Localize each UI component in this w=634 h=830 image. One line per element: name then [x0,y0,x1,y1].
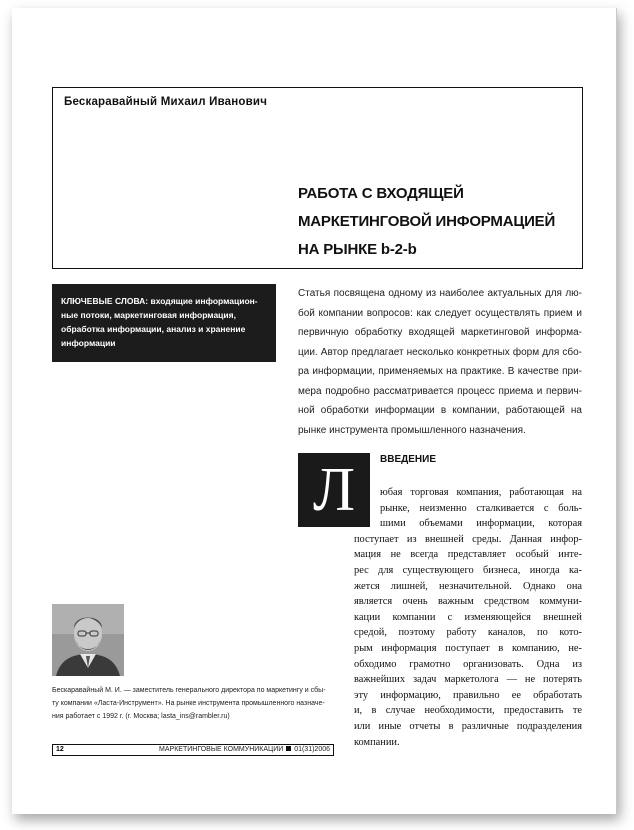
abstract [298,284,582,440]
section-heading: ВВЕДЕНИЕ [380,454,436,465]
abstract-line: бой компании вопросов: как следует осуществлять прием и [298,307,582,319]
keywords-line: информации [61,338,116,348]
body-line: жется лишней, незначительной. Однако она [354,580,582,592]
body-line: обходимо грамотно организовать. Одна из [354,658,582,670]
author-photo [52,604,124,676]
body-line: мация не всегда представляет особый инте- [354,549,582,561]
body-text [298,485,582,750]
body-line: является очень важным средством коммуни- [354,596,582,608]
journal-info [159,745,330,755]
body-line: кации компании с изменяющейся внешней [354,611,582,623]
keywords-line: КЛЮЧЕВЫЕ СЛОВА: входящие информацион- [61,296,258,306]
square-bullet-icon [286,746,291,751]
article-title [298,180,578,264]
abstract-line: ной обработки информации в компании, работающей на [298,405,582,416]
body-line: шими объемами информации, которая [380,518,582,530]
author-bio [52,684,338,723]
article-title-line: МАРКЕТИНГОВОЙ ИНФОРМАЦИЕЙ [298,213,556,230]
keywords-box [52,284,276,362]
article-title-line: РАБОТА С ВХОДЯЩЕЙ [298,185,464,202]
bio-line: Бескаравайный М. И. — заместитель генерального директора по маркетингу и сбы- [52,687,326,694]
body-line: или иные отчеты в различные подразделения [354,720,582,732]
article-title-line: НА РЫНКЕ b-2-b [298,241,417,258]
bio-line: ту компании «Ласта-Инструмент». На рынке инструмента промышленного назначе- [52,700,325,707]
abstract-line: Статья посвящена одному из наиболее актуальных для лю- [298,288,582,299]
issue-number: 01(31)2006 [294,746,330,753]
page-footer [52,744,334,756]
abstract-line: мера подробно рассматривается процесс приема и первич- [298,385,582,397]
body-line: эту информацию, правильно ее обработать [354,689,582,701]
body-line: рес для существующего бизнеса, иногда ка- [354,564,582,576]
abstract-line: первичную обработку входящей маркетинговой информа- [298,327,582,338]
body-line: важнейших задач маркетолога — не потерять [354,674,582,686]
journal-name: МАРКЕТИНГОВЫЕ КОММУНИКАЦИИ [159,746,284,753]
bio-line: ния работает с 1992 г. (г. Москва; lasta_ins@rambler.ru) [52,713,230,720]
keywords-line: ные потоки, маркетинговая информация, [61,310,236,320]
page-number: 12 [56,746,64,753]
body-line: компании. [354,736,400,748]
body-line: поступает из внешней среды. Данная инфор- [354,533,582,545]
abstract-line: рынке инструмента промышленного назначения. [298,424,526,436]
body-line: рым информация поступает в компанию, не- [354,642,582,654]
drop-cap: Л [298,453,370,527]
body-line: рынке, неизменно сталкивается с боль- [380,502,582,514]
body-line: и, в случае необходимости, предоставить те [354,705,582,717]
keywords-line: обработка информации, анализ и хранение [61,324,246,334]
body-line: средой, поэтому работу каналов, по кото- [354,627,582,639]
author-name: Бескаравайный Михаил Иванович [64,96,268,108]
abstract-line: ции. Автор предлагает несколько конкретных форм для сбо- [298,346,582,358]
author-portrait-image [52,604,124,676]
body-line: юбая торговая компания, работающая на [380,487,582,498]
abstract-line: ра информации, применяемых на практике. В качестве при- [298,366,582,377]
